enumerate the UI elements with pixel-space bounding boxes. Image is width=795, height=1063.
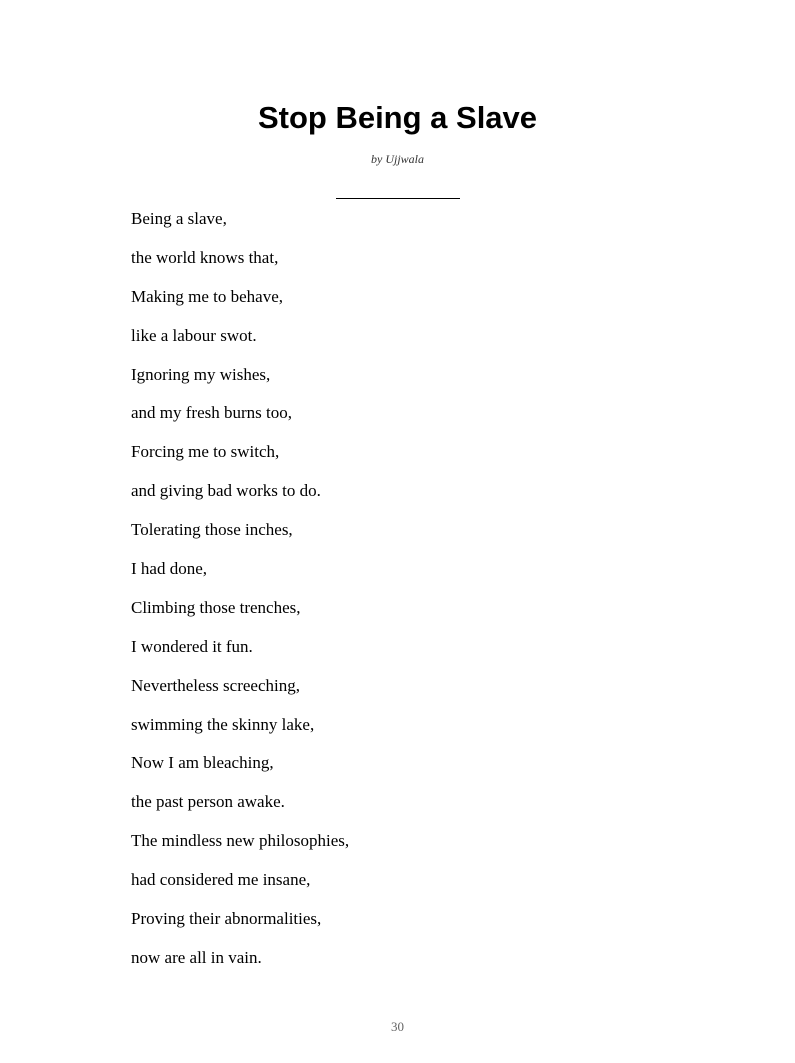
poem-line: had considered me insane, (131, 870, 311, 890)
page-number: 30 (391, 1019, 404, 1034)
poem-line: the world knows that, (131, 247, 279, 267)
poem-line: swimming the skinny lake, (131, 714, 315, 734)
poem-line: Now I am bleaching, (131, 753, 274, 773)
poem-line: Nevertheless screeching, (131, 675, 300, 695)
poem-line: the past person awake. (131, 792, 285, 812)
poem-body (131, 206, 349, 984)
poem-line: Ignoring my wishes, (131, 364, 271, 384)
poem-title: Stop Being a Slave (257, 100, 538, 135)
poem-line: Proving their abnormalities, (131, 909, 322, 929)
author-byline: by Ujjwala (371, 152, 424, 166)
poem-line: Climbing those trenches, (131, 597, 301, 617)
poem-line: and giving bad works to do. (131, 481, 321, 501)
title-divider (336, 198, 460, 199)
poem-line: and my fresh burns too, (131, 403, 293, 423)
poem-line: I had done, (131, 559, 208, 579)
poem-line: Forcing me to switch, (131, 442, 280, 462)
poem-line: now are all in vain. (131, 947, 262, 967)
poem-line: The mindless new philosophies, (131, 831, 350, 851)
poem-line: Tolerating those inches, (131, 520, 293, 540)
poem-line: Being a slave, (131, 209, 227, 228)
poem-line: I wondered it fun. (131, 636, 253, 656)
poem-line: like a labour swot. (131, 325, 257, 345)
poem-line: Making me to behave, (131, 286, 284, 306)
